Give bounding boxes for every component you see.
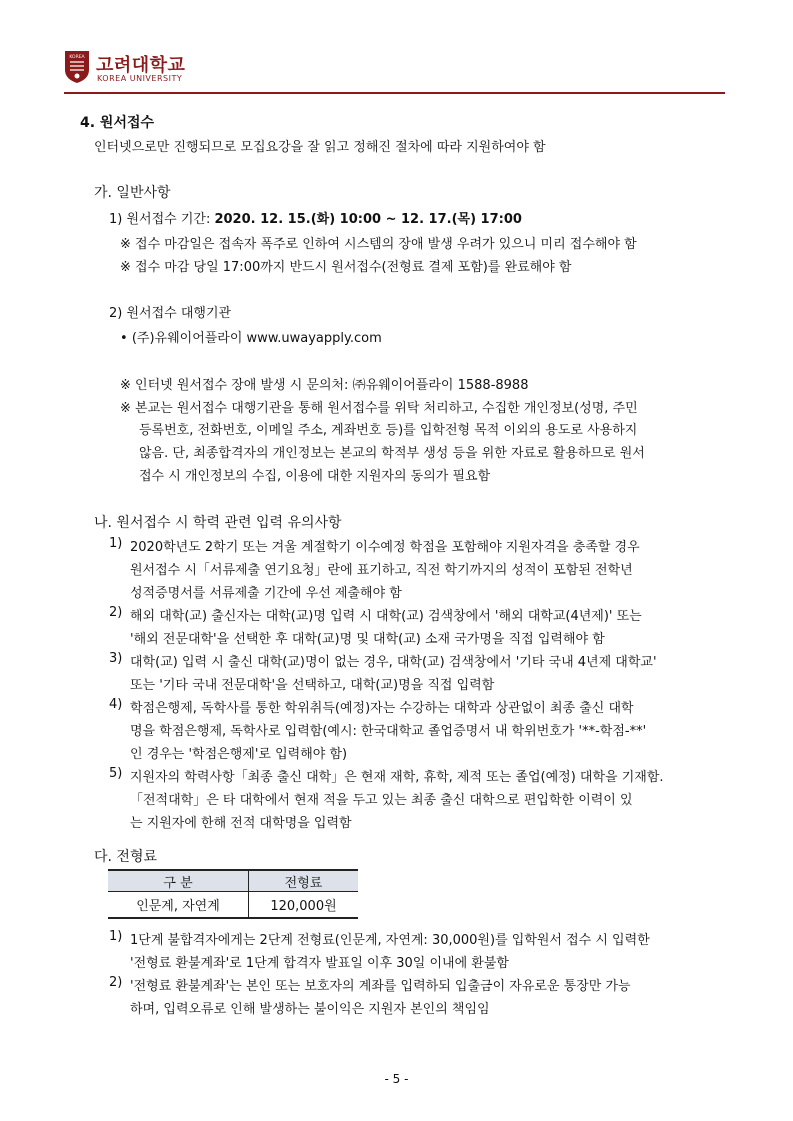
- academic-heading: 나. 원서접수 시 학력 관련 입력 유의사항: [94, 515, 342, 531]
- academic-item-line: 대학(교) 입력 시 출신 대학(교)명이 없는 경우, 대학(교) 검색창에서 '기타 국내 4년제 대학교': [130, 655, 657, 670]
- university-emblem-icon: [64, 50, 90, 84]
- agency-label: 2) 원서접수 대행기관: [109, 306, 232, 321]
- fee-item-num: 2): [109, 975, 123, 990]
- academic-item-num: 3): [109, 651, 123, 666]
- emblem-text: KOREA: [69, 55, 85, 60]
- agency-note-2-cont: 접수 시 개인정보의 수집, 이용에 대한 지원자의 동의가 필요함: [139, 469, 491, 484]
- academic-item-line: 해외 대학(교) 출신자는 대학(교)명 입력 시 대학(교) 검색창에서 '해외 대학교(4년제)' 또는: [130, 609, 642, 624]
- academic-item-line: 학점은행제, 독학사를 통한 학위취득(예정)자는 수강하는 대학과 상관없이 최종 출신 대학: [130, 701, 634, 716]
- page-number: - 5 -: [384, 1072, 409, 1086]
- fee-item-line: 하며, 입력오류로 인해 발생하는 불이익은 지원자 본인의 책임임: [130, 1002, 490, 1017]
- header-divider: [64, 92, 725, 94]
- academic-item-num: 1): [109, 536, 123, 551]
- bullet: •: [120, 331, 128, 346]
- fee-item-num: 1): [109, 929, 123, 944]
- fee-heading: 다. 전형료: [94, 849, 157, 865]
- academic-item-num: 4): [109, 697, 123, 712]
- academic-item-line: 명을 학점은행제, 독학사로 입력함(예시: 한국대학교 졸업증명서 내 학위번호가 '**-학점-**': [130, 724, 647, 739]
- university-name-en: KOREA UNIVERSITY: [97, 74, 183, 83]
- academic-item-line: 원서접수 시「서류제출 연기요청」란에 표기하고, 직전 학기까지의 성적이 포함된 전학년: [130, 563, 633, 578]
- agency-note-2: ※ 본교는 원서접수 대행기관을 통해 원서접수를 위탁 처리하고, 수집한 개인정보(성명, 주민: [120, 401, 638, 416]
- section-intro: 인터넷으로만 진행되므로 모집요강을 잘 읽고 정해진 절차에 따라 지원하여야 함: [94, 140, 546, 155]
- fee-item-line: 1단계 불합격자에게는 2단계 전형료(인문계, 자연계: 30,000원)를 입학원서 접수 시 입력한: [130, 933, 650, 948]
- academic-item-num: 2): [109, 605, 123, 620]
- fee-table: [108, 869, 358, 919]
- fee-item-line: '전형료 환불계좌'는 본인 또는 보호자의 계좌를 입력하되 입출금이 자유로운 통장만 가능: [130, 979, 631, 994]
- academic-item-line: '해외 전문대학'을 선택한 후 대학(교)명 및 대학(교) 소재 국가명을 직접 입력해야 함: [130, 632, 605, 647]
- fee-amount-cell: 120,000원: [249, 892, 359, 919]
- period-label: 1) 원서접수 기간:: [109, 212, 215, 227]
- academic-item-line: 는 지원자에 한해 전적 대학명을 입력함: [130, 816, 352, 831]
- general-note-1: ※ 접수 마감일은 접속자 폭주로 인하여 시스템의 장애 발생 우려가 있으니 미리 접수해야 함: [120, 237, 637, 252]
- academic-item-num: 5): [109, 766, 123, 781]
- section-title: 4. 원서접수: [80, 115, 155, 131]
- agency-item: [120, 327, 382, 346]
- fee-table-header-row: [108, 870, 358, 892]
- application-period: [109, 208, 522, 227]
- agency-note-2-cont: 등록번호, 전화번호, 이메일 주소, 계좌번호 등)를 입학전형 목적 이외의 용도로 사용하지: [139, 423, 638, 438]
- fee-category-cell: 인문계, 자연계: [108, 892, 249, 919]
- academic-item-line: 성적증명서를 서류제출 기간에 우선 제출해야 함: [130, 586, 402, 601]
- fee-header-amount: 전형료: [249, 870, 359, 892]
- agency-note-1: ※ 인터넷 원서접수 장애 발생 시 문의처: ㈜유웨이어플라이 1588-8988: [120, 378, 529, 393]
- academic-item-line: 또는 '기타 국내 전문대학'을 선택하고, 대학(교)명을 직접 입력함: [130, 678, 495, 693]
- university-name-ko: 고려대학교: [96, 55, 186, 76]
- agency-name: (주)유웨이어플라이 www.uwayapply.com: [131, 331, 382, 346]
- academic-item-line: 지원자의 학력사항「최종 출신 대학」은 현재 재학, 휴학, 제적 또는 졸업(예정) 대학을 기재함.: [130, 770, 664, 785]
- fee-item-line: '전형료 환불계좌'로 1단계 합격자 발표일 이후 30일 이내에 환불함: [130, 956, 509, 971]
- academic-item-line: 2020학년도 2학기 또는 겨울 계절학기 이수예정 학점을 포함해야 지원자격을 충족할 경우: [130, 540, 640, 555]
- agency-note-2-cont: 않음. 단, 최종합격자의 개인정보는 본교의 학적부 생성 등을 위한 자료로 활용하므로 원서: [139, 446, 645, 461]
- academic-item-line: 「전적대학」은 타 대학에서 현재 적을 두고 있는 최종 출신 대학으로 편입학한 이력이 있: [130, 793, 633, 808]
- general-heading: 가. 일반사항: [94, 185, 171, 201]
- general-note-2: ※ 접수 마감 당일 17:00까지 반드시 원서접수(전형료 결제 포함)를 완료해야 함: [120, 260, 572, 275]
- table-row: [108, 892, 358, 919]
- fee-header-category: 구 분: [108, 870, 249, 892]
- academic-item-line: 인 경우는 '학점은행제'로 입력해야 함): [130, 747, 348, 762]
- period-value: 2020. 12. 15.(화) 10:00 ~ 12. 17.(목) 17:00: [214, 212, 522, 227]
